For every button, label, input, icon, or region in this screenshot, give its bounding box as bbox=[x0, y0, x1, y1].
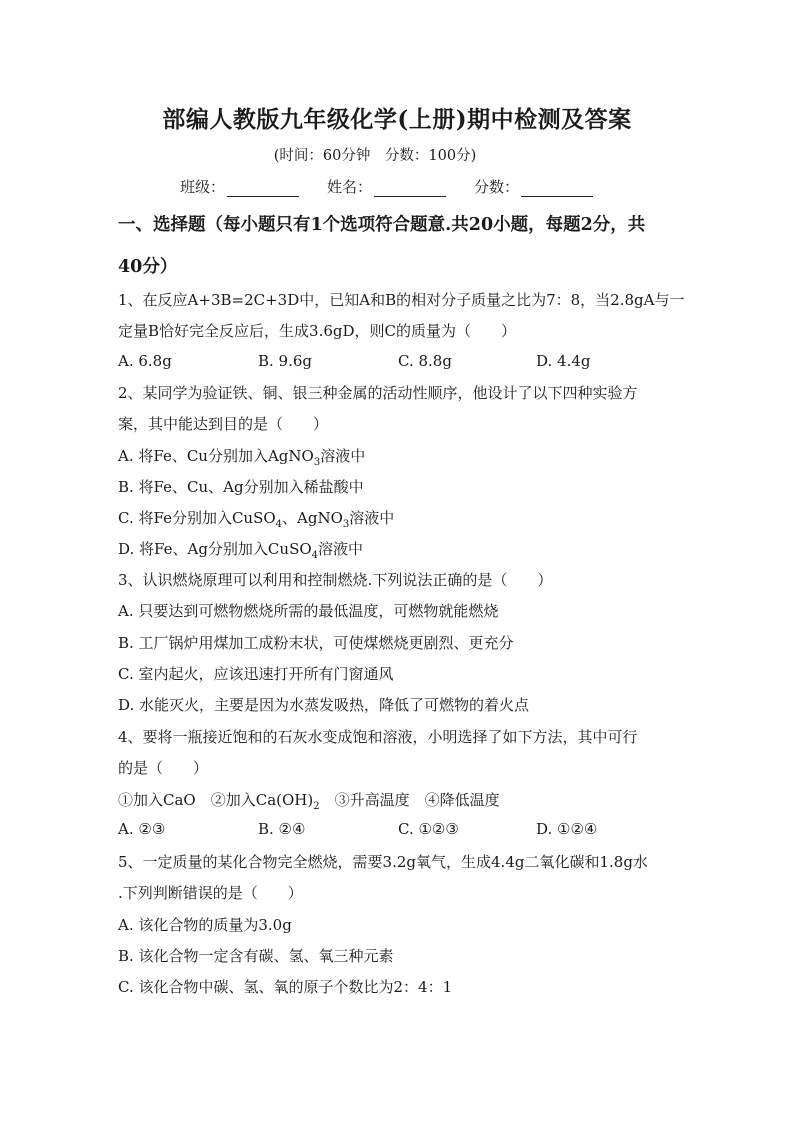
q5-line2: .下列判断错误的是（ ） bbox=[118, 884, 303, 902]
q3-line1: 3、认识燃烧原理可以利用和控制燃烧.下列说法正确的是（ ） bbox=[118, 571, 553, 589]
q2-option-c bbox=[118, 507, 394, 530]
section-title-line1: 一、选择题（每小题只有1个选项符合题意.共20小题，每题2分，共 bbox=[118, 215, 646, 235]
score-label: 分数： bbox=[474, 178, 520, 196]
q1-options bbox=[118, 352, 591, 370]
q1-option-d: D. 4.4g bbox=[536, 352, 591, 370]
name-blank bbox=[374, 180, 446, 197]
q2-c-mid: 、AgNO bbox=[282, 509, 343, 527]
score-field bbox=[474, 176, 593, 197]
q2-option-a bbox=[118, 445, 365, 468]
q2-d-tail: 溶液中 bbox=[318, 540, 364, 558]
q4-line1: 4、要将一瓶接近饱和的石灰水变成饱和溶液，小明选择了如下方法，其中可行 bbox=[118, 728, 638, 746]
q2-c-tail: 溶液中 bbox=[349, 509, 395, 527]
q1-option-c: C. 8.8g bbox=[398, 352, 452, 370]
q4-methods-sub: 2 bbox=[313, 801, 320, 812]
q4-options bbox=[118, 820, 597, 838]
exam-time-score: (时间：60分钟 分数：100分) bbox=[273, 148, 477, 164]
q3-option-a: A. 只要达到可燃物燃烧所需的最低温度，可燃物就能燃烧 bbox=[118, 602, 499, 620]
q2-c-sub1: 4 bbox=[275, 519, 283, 530]
q2-line2: 案，其中能达到目的是（ ） bbox=[118, 415, 329, 433]
q1-line2: 定量B恰好完全反应后，生成3.6gD，则C的质量为（ ） bbox=[118, 322, 516, 340]
student-info-row bbox=[180, 176, 593, 197]
q4-option-b: B. ②④ bbox=[258, 820, 306, 838]
q5-line1: 5、一定质量的某化合物完全燃烧，需要3.2g氧气，生成4.4g二氧化碳和1.8g水 bbox=[118, 853, 648, 871]
section-title-line2: 40分） bbox=[118, 257, 178, 277]
q4-methods bbox=[118, 789, 500, 812]
q4-option-c: C. ①②③ bbox=[398, 820, 459, 838]
class-field bbox=[180, 176, 299, 197]
q2-a-tail: 溶液中 bbox=[320, 447, 366, 465]
q4-methods-text: ①加入CaO ②加入Ca(OH) bbox=[118, 791, 314, 809]
q2-d-sub: 4 bbox=[311, 550, 319, 561]
q5-option-c: C. 该化合物中碳、氢、氧的原子个数比为2：4：1 bbox=[118, 978, 453, 996]
q4-option-d: D. ①②④ bbox=[536, 820, 598, 838]
q1-option-b: B. 9.6g bbox=[258, 352, 313, 370]
name-field bbox=[327, 176, 446, 197]
q3-option-b: B. 工厂锅炉用煤加工成粉末状，可使煤燃烧更剧烈、更充分 bbox=[118, 634, 514, 652]
class-blank bbox=[227, 180, 299, 197]
page-title: 部编人教版九年级化学(上册)期中检测及答案 bbox=[162, 106, 632, 133]
q2-c-text: C. 将Fe分别加入CuSO bbox=[118, 509, 276, 527]
q2-option-d bbox=[118, 538, 363, 561]
q2-option-b: B. 将Fe、Cu、Ag分别加入稀盐酸中 bbox=[118, 478, 364, 496]
score-blank bbox=[521, 180, 593, 197]
q2-d-text: D. 将Fe、Ag分别加入CuSO bbox=[118, 540, 312, 558]
q2-a-text: A. 将Fe、Cu分别加入AgNO bbox=[118, 447, 314, 465]
q2-line1: 2、某同学为验证铁、铜、银三种金属的活动性顺序，他设计了以下四种实验方 bbox=[118, 384, 638, 402]
q1-option-a: A. 6.8g bbox=[118, 352, 172, 370]
q4-option-a: A. ②③ bbox=[118, 820, 166, 838]
q2-c-sub2: 3 bbox=[342, 519, 350, 530]
class-label: 班级： bbox=[180, 178, 226, 196]
q5-option-a: A. 该化合物的质量为3.0g bbox=[118, 916, 292, 934]
q4-line2: 的是（ ） bbox=[118, 759, 209, 777]
q3-option-d: D. 水能灭火，主要是因为水蒸发吸热，降低了可燃物的着火点 bbox=[118, 696, 530, 714]
q2-a-sub: 3 bbox=[313, 457, 321, 468]
q4-methods-tail: ③升高温度 ④降低温度 bbox=[319, 791, 500, 809]
q3-option-c: C. 室内起火，应该迅速打开所有门窗通风 bbox=[118, 665, 394, 683]
q1-line1: 1、在反应A+3B=2C+3D中，已知A和B的相对分子质量之比为7：8，当2.8gA与一 bbox=[118, 291, 685, 309]
name-label: 姓名： bbox=[327, 178, 373, 196]
q5-option-b: B. 该化合物一定含有碳、氢、氧三种元素 bbox=[118, 947, 394, 965]
